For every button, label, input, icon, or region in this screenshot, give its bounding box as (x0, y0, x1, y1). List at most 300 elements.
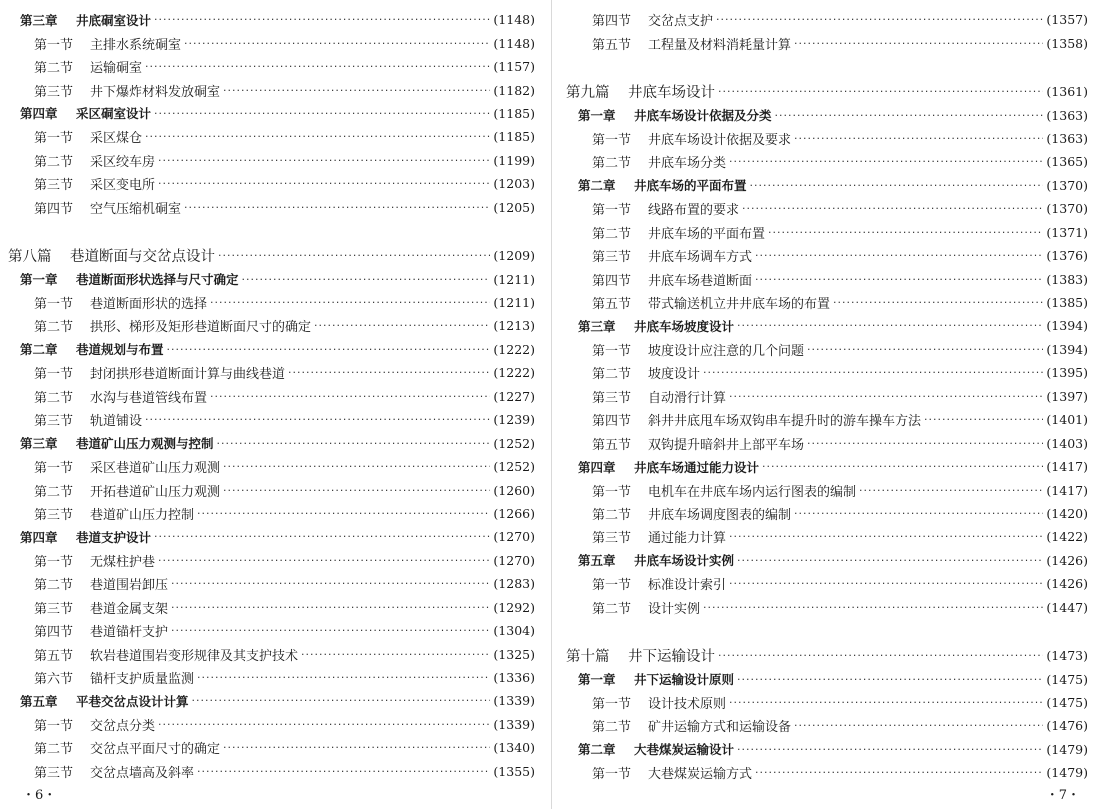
toc-entry-page-number: (1475) (1046, 695, 1088, 711)
dot-leader (737, 743, 1043, 756)
dot-leader (807, 343, 1043, 356)
dot-leader (223, 460, 490, 473)
toc-entry-section (566, 761, 1088, 784)
toc-entry-label: 第一节 (592, 132, 632, 148)
dot-leader (223, 741, 490, 754)
toc-entry-label: 第二章 (578, 742, 616, 758)
toc-entry-page-number: (1222) (493, 365, 535, 381)
toc-entry-page-number: (1336) (493, 670, 535, 686)
toc-entry-title: 双钩提升暗斜井上部平车场 (648, 437, 805, 453)
toc-entry-page-number: (1211) (493, 271, 535, 287)
dot-leader (184, 37, 490, 50)
toc-entry-label: 第六节 (34, 672, 74, 688)
toc-entry-label: 第二节 (592, 507, 632, 523)
toc-entry-label: 第五节 (592, 37, 632, 53)
toc-entry-title: 设计实例 (648, 601, 701, 617)
toc-entry-page-number: (1355) (493, 763, 535, 779)
dot-leader (314, 319, 490, 332)
toc-entry-title: 井下爆炸材料发放硐室 (90, 84, 221, 100)
toc-entry-label: 第一节 (592, 343, 632, 359)
dot-leader (794, 507, 1043, 520)
dot-leader (729, 530, 1043, 543)
toc-entry-chapter (8, 102, 535, 125)
toc-entry-title: 井下运输设计原则 (634, 672, 735, 688)
toc-entry-label: 第一节 (34, 554, 74, 570)
dot-leader (742, 202, 1043, 215)
toc-entry-label: 第一章 (578, 672, 616, 688)
toc-entry-title: 拱形、梯形及矩形巷道断面尺寸的确定 (90, 320, 312, 336)
toc-entry-label: 第四节 (34, 201, 74, 217)
toc-entry-label: 第二节 (34, 578, 74, 594)
toc-entry-title: 开拓巷道矿山压力观测 (90, 484, 221, 500)
toc-entry-label: 第九篇 (566, 85, 610, 102)
toc-entry-title: 封闭拱形巷道断面计算与曲线巷道 (90, 367, 286, 383)
toc-entry-label: 第三节 (592, 250, 632, 266)
toc-entry-title: 采区巷道矿山压力观测 (90, 461, 221, 477)
toc-entry-section (8, 572, 535, 595)
toc-entry-title: 井底车场设计依据及要求 (648, 132, 792, 148)
toc-entry-title: 交岔点支护 (648, 14, 714, 30)
toc-entry-label: 第四章 (20, 529, 58, 545)
toc-entry-label: 第三节 (34, 178, 74, 194)
toc-entry-title: 井底车场设计 (628, 85, 715, 102)
toc-entry-title: 巷道规划与布置 (76, 342, 164, 358)
dot-leader (755, 766, 1043, 779)
toc-entry-page-number: (1252) (493, 459, 535, 475)
toc-entry-title: 工程量及材料消耗量计算 (648, 37, 792, 53)
toc-entry-title: 线路布置的要求 (648, 203, 740, 219)
toc-entry-page-number: (1203) (493, 176, 535, 192)
toc-entry-page-number: (1148) (493, 35, 535, 51)
toc-entry-section (566, 8, 1088, 31)
dot-leader (158, 154, 490, 167)
toc-entry-section (566, 691, 1088, 714)
toc-entry-page-number: (1397) (1046, 388, 1088, 404)
dot-leader (158, 718, 490, 731)
toc-entry-page-number: (1420) (1046, 505, 1088, 521)
toc-entry-title: 巷道支护设计 (76, 529, 152, 545)
toc-entry-label: 第二节 (592, 601, 632, 617)
toc-entry-page-number: (1363) (1046, 107, 1088, 123)
toc-entry-title: 巷道围岩卸压 (90, 578, 169, 594)
dot-leader (154, 107, 490, 120)
toc-entry-title: 采区煤仓 (90, 131, 143, 147)
toc-entry-label: 第二章 (20, 342, 58, 358)
toc-entry-label: 第四节 (34, 625, 74, 641)
toc-entry-section (8, 291, 535, 314)
toc-entry-label: 第一节 (34, 37, 74, 53)
right-page (552, 0, 1102, 809)
toc-entry-section (8, 760, 535, 783)
toc-entry-page-number: (1475) (1046, 671, 1088, 687)
toc-entry-page-number: (1157) (493, 59, 535, 75)
toc-entry-title: 采区绞车房 (90, 154, 156, 170)
dot-leader (750, 179, 1044, 192)
toc-entry-label: 第二节 (34, 484, 74, 500)
toc-entry-page-number: (1239) (493, 412, 535, 428)
toc-entry-section (566, 408, 1088, 431)
toc-entry-section (566, 338, 1088, 361)
dot-leader (210, 296, 490, 309)
dot-leader (145, 413, 490, 426)
toc-entry-title: 巷道矿山压力控制 (90, 507, 195, 523)
toc-entry-label: 第一节 (34, 367, 74, 383)
toc-entry-page-number: (1403) (1046, 435, 1088, 451)
toc-entry-section (566, 596, 1088, 619)
toc-entry-page-number: (1447) (1046, 599, 1088, 615)
toc-entry-label: 第二节 (592, 720, 632, 736)
toc-entry-label: 第三节 (592, 390, 632, 406)
dot-leader (703, 601, 1043, 614)
dot-leader (729, 696, 1043, 709)
toc-entry-label: 第二节 (34, 742, 74, 758)
page-number-right: ・7・ (1045, 788, 1080, 803)
toc-entry-section (566, 31, 1088, 54)
toc-entry-page-number: (1182) (493, 82, 535, 98)
toc-entry-label: 第一章 (20, 272, 58, 288)
toc-entry-title: 坡度设计应注意的几个问题 (648, 343, 805, 359)
toc-entry-label: 第五节 (34, 648, 74, 664)
toc-entry-page-number: (1358) (1046, 35, 1088, 51)
dot-leader (171, 624, 490, 637)
toc-entry-chapter (566, 738, 1088, 761)
dot-leader (158, 554, 490, 567)
toc-entry-title: 井底硐室设计 (76, 12, 152, 28)
toc-entry-page-number: (1395) (1046, 365, 1088, 381)
dot-leader (737, 673, 1043, 686)
toc-entry-label: 第一节 (592, 767, 632, 783)
toc-entry-page-number: (1426) (1046, 576, 1088, 592)
toc-entry-page-number: (1205) (493, 199, 535, 215)
toc-entry-section (8, 455, 535, 478)
toc-entry-title: 带式输送机立井井底车场的布置 (648, 297, 831, 313)
dot-leader (768, 226, 1043, 239)
toc-entry-title: 巷道断面形状的选择 (90, 297, 208, 313)
toc-entry-page-number: (1363) (1046, 130, 1088, 146)
toc-entry-title: 井底车场调度图表的编制 (648, 507, 792, 523)
dot-leader (301, 648, 490, 661)
toc-entry-page-number: (1417) (1046, 459, 1088, 475)
toc-entry-section (566, 714, 1088, 737)
toc-entry-page-number: (1401) (1046, 412, 1088, 428)
toc-entry-title: 自动滑行计算 (648, 390, 727, 406)
dot-leader (762, 460, 1043, 473)
toc-entry-label: 第一节 (34, 461, 74, 477)
toc-entry-page-number: (1227) (493, 388, 535, 404)
toc-entry-title: 交岔点墙高及斜率 (90, 765, 195, 781)
toc-entry-chapter (8, 525, 535, 548)
toc-entry-page-number: (1376) (1046, 248, 1088, 264)
toc-entry-title: 井底车场的平面布置 (648, 226, 766, 242)
toc-entry-label: 第五章 (578, 553, 616, 569)
toc-entry-label: 第二节 (34, 390, 74, 406)
toc-entry-title: 空气压缩机硐室 (90, 201, 182, 217)
toc-entry-section (566, 478, 1088, 501)
toc-entry-page-number: (1394) (1046, 341, 1088, 357)
toc-entry-title: 井底车场的平面布置 (634, 178, 747, 194)
toc-entry-section (8, 172, 535, 195)
toc-entry-section (566, 127, 1088, 150)
dot-leader (154, 530, 490, 543)
toc-entry-label: 第五章 (20, 693, 58, 709)
dot-leader (924, 413, 1043, 426)
toc-entry-title: 采区硐室设计 (76, 106, 152, 122)
toc-entry-page-number: (1394) (1046, 318, 1088, 334)
toc-entry-title: 大巷煤炭运输设计 (634, 742, 735, 758)
toc-entry-section (566, 525, 1088, 548)
toc-entry-title: 矿井运输方式和运输设备 (648, 720, 792, 736)
toc-entry-label: 第三节 (34, 765, 74, 781)
toc-list-right (566, 8, 1088, 785)
dot-leader (154, 13, 490, 26)
dot-leader (223, 84, 490, 97)
toc-entry-title: 井底车场调车方式 (648, 250, 753, 266)
toc-entry-chapter (8, 689, 535, 712)
toc-entry-section (8, 385, 535, 408)
dot-leader (223, 484, 490, 497)
toc-entry-chapter (566, 455, 1088, 478)
toc-entry-page-number: (1283) (493, 576, 535, 592)
toc-entry-title: 交岔点分类 (90, 718, 156, 734)
dot-leader (197, 765, 490, 778)
toc-entry-label: 第三节 (34, 84, 74, 100)
toc-entry-page-number: (1370) (1046, 177, 1088, 193)
toc-entry-page-number: (1365) (1046, 154, 1088, 170)
toc-entry-label: 第三节 (34, 414, 74, 430)
toc-entry-label: 第三章 (20, 436, 58, 452)
dot-leader (184, 201, 490, 214)
toc-entry-page-number: (1325) (493, 646, 535, 662)
toc-entry-label: 第三章 (20, 12, 58, 28)
toc-entry-page-number: (1371) (1046, 224, 1088, 240)
toc-entry-section (566, 361, 1088, 384)
dot-leader (145, 60, 490, 73)
toc-entry-label: 第一章 (578, 108, 616, 124)
toc-entry-section (566, 267, 1088, 290)
toc-entry-section (8, 149, 535, 172)
toc-entry-title: 巷道断面形状选择与尺寸确定 (76, 272, 239, 288)
dot-leader (716, 13, 1043, 26)
toc-entry-label: 第四章 (578, 459, 616, 475)
toc-entry-title: 水沟与巷道管线布置 (90, 390, 208, 406)
toc-entry-label: 第三节 (34, 507, 74, 523)
toc-entry-chapter (566, 314, 1088, 337)
toc-entry-section (566, 197, 1088, 220)
toc-entry-section (8, 619, 535, 642)
dot-leader (794, 37, 1043, 50)
toc-entry-title: 标准设计索引 (648, 578, 727, 594)
toc-entry-title: 巷道金属支架 (90, 601, 169, 617)
dot-leader (171, 577, 490, 590)
toc-entry-page-number: (1270) (493, 529, 535, 545)
toc-entry-title: 运输硐室 (90, 61, 143, 77)
toc-entry-label: 第三节 (592, 531, 632, 547)
toc-entry-title: 巷道矿山压力观测与控制 (76, 436, 214, 452)
toc-entry-page-number: (1304) (493, 623, 535, 639)
toc-entry-title: 通过能力计算 (648, 531, 727, 547)
toc-entry-page-number: (1199) (493, 152, 535, 168)
toc-entry-title: 井底车场通过能力设计 (634, 459, 760, 475)
toc-entry-title: 巷道断面与交岔点设计 (70, 249, 215, 266)
toc-entry-label: 第二节 (34, 320, 74, 336)
dot-leader (718, 85, 1043, 98)
toc-entry-page-number: (1357) (1046, 12, 1088, 28)
toc-entry-label: 第一节 (592, 697, 632, 713)
dot-leader (288, 366, 490, 379)
toc-entry-label: 第二节 (34, 154, 74, 170)
dot-leader (794, 719, 1043, 732)
toc-entry-label: 第二节 (592, 226, 632, 242)
dot-leader (703, 366, 1043, 379)
toc-entry-page-number: (1213) (493, 318, 535, 334)
toc-entry-page-number: (1211) (493, 295, 535, 311)
toc-entry-label: 第二章 (578, 178, 616, 194)
dot-leader (737, 554, 1043, 567)
toc-entry-section (566, 291, 1088, 314)
toc-entry-section (8, 713, 535, 736)
toc-entry-page-number: (1339) (493, 716, 535, 732)
toc-entry-label: 第五节 (592, 297, 632, 313)
dot-leader (729, 577, 1043, 590)
dot-leader (718, 649, 1043, 662)
toc-entry-page-number: (1370) (1046, 201, 1088, 217)
toc-entry-section (8, 314, 535, 337)
toc-entry-label: 第一节 (592, 203, 632, 219)
toc-entry-title: 坡度设计 (648, 367, 701, 383)
dot-leader (210, 390, 490, 403)
toc-entry-page-number: (1340) (493, 740, 535, 756)
toc-entry-chapter (566, 174, 1088, 197)
toc-entry-chapter (566, 667, 1088, 690)
toc-entry-section (566, 244, 1088, 267)
dot-leader (167, 343, 491, 356)
toc-entry-chapter (566, 549, 1088, 572)
toc-entry-chapter (566, 103, 1088, 126)
toc-entry-title: 轨道铺设 (90, 414, 143, 430)
toc-entry-page-number: (1222) (493, 341, 535, 357)
toc-entry-title: 井底车场分类 (648, 156, 727, 172)
toc-entry-label: 第十篇 (566, 649, 610, 666)
toc-entry-section (8, 478, 535, 501)
toc-entry-label: 第三节 (34, 601, 74, 617)
dot-leader (192, 694, 491, 707)
dot-leader (833, 296, 1043, 309)
dot-leader (737, 319, 1043, 332)
toc-entry-label: 第四节 (592, 273, 632, 289)
dot-leader (158, 177, 490, 190)
toc-entry-page-number: (1270) (493, 552, 535, 568)
toc-entry-section (566, 431, 1088, 454)
toc-entry-section (8, 31, 535, 54)
toc-entry-title: 平巷交岔点设计计算 (76, 693, 189, 709)
toc-entry-section (566, 572, 1088, 595)
toc-entry-page-number: (1473) (1046, 648, 1088, 664)
toc-entry-label: 第三章 (578, 318, 616, 334)
toc-entry-section (8, 642, 535, 665)
toc-entry-section (8, 408, 535, 431)
toc-entry-label: 第二节 (592, 367, 632, 383)
toc-entry-page-number: (1252) (493, 435, 535, 451)
toc-entry-section (566, 502, 1088, 525)
toc-entry-section (8, 55, 535, 78)
dot-leader (197, 507, 490, 520)
toc-entry-title: 井下运输设计 (628, 649, 715, 666)
toc-entry-title: 主排水系统硐室 (90, 37, 182, 53)
toc-entry-section (566, 385, 1088, 408)
toc-entry-chapter (8, 431, 535, 454)
toc-entry-page-number: (1422) (1046, 529, 1088, 545)
toc-entry-page-number: (1185) (493, 129, 535, 145)
toc-entry-label: 第一节 (34, 718, 74, 734)
toc-entry-label: 第五节 (592, 437, 632, 453)
dot-leader (794, 132, 1043, 145)
toc-entry-title: 井底车场巷道断面 (648, 273, 753, 289)
toc-entry-chapter (8, 338, 535, 361)
dot-leader (145, 130, 490, 143)
toc-entry-page-number: (1476) (1046, 718, 1088, 734)
toc-entry-title: 无煤柱护巷 (90, 554, 156, 570)
dot-leader (807, 437, 1043, 450)
toc-entry-page-number: (1361) (1046, 84, 1088, 100)
toc-entry-title: 斜井井底甩车场双钩串车提升时的游车操车方法 (648, 414, 922, 430)
toc-entry-section (8, 549, 535, 572)
toc-entry-page-number: (1417) (1046, 482, 1088, 498)
toc-entry-section (8, 196, 535, 219)
toc-entry-page-number: (1260) (493, 482, 535, 498)
toc-entry-section (8, 502, 535, 525)
toc-entry-label: 第一节 (34, 297, 74, 313)
toc-entry-part (566, 80, 1088, 103)
toc-entry-section (8, 361, 535, 384)
toc-entry-label: 第四节 (592, 414, 632, 430)
dot-leader (859, 484, 1043, 497)
toc-entry-title: 井底车场设计实例 (634, 553, 735, 569)
toc-entry-title: 大巷煤炭运输方式 (648, 767, 753, 783)
toc-entry-label: 第二节 (34, 61, 74, 77)
dot-leader (197, 671, 490, 684)
toc-list-left (8, 8, 535, 783)
toc-entry-title: 电机车在井底车场内运行图表的编制 (648, 484, 857, 500)
dot-leader (171, 601, 490, 614)
dot-leader (755, 273, 1043, 286)
page-number-left: ・6・ (22, 788, 57, 803)
toc-entry-label: 第四节 (592, 14, 632, 30)
toc-entry-section (8, 666, 535, 689)
toc-entry-page-number: (1292) (493, 599, 535, 615)
toc-entry-label: 第八篇 (8, 249, 52, 266)
toc-entry-label: 第一节 (34, 131, 74, 147)
toc-entry-page-number: (1385) (1046, 295, 1088, 311)
toc-entry-page-number: (1383) (1046, 271, 1088, 287)
toc-entry-title: 设计技术原则 (648, 697, 727, 713)
toc-entry-part (8, 244, 535, 267)
toc-entry-page-number: (1266) (493, 505, 535, 521)
toc-entry-title: 软岩巷道围岩变形规律及其支护技术 (90, 648, 299, 664)
toc-entry-section (8, 78, 535, 101)
toc-entry-chapter (8, 267, 535, 290)
dot-leader (729, 390, 1043, 403)
toc-entry-title: 井底车场坡度设计 (634, 318, 735, 334)
dot-leader (755, 249, 1043, 262)
toc-entry-title: 巷道锚杆支护 (90, 625, 169, 641)
toc-entry-page-number: (1185) (493, 105, 535, 121)
toc-entry-title: 交岔点平面尺寸的确定 (90, 742, 221, 758)
dot-leader (729, 155, 1043, 168)
toc-entry-part (566, 644, 1088, 667)
toc-entry-section (566, 221, 1088, 244)
toc-entry-label: 第一节 (592, 484, 632, 500)
toc-entry-title: 锚杆支护质量监测 (90, 672, 195, 688)
